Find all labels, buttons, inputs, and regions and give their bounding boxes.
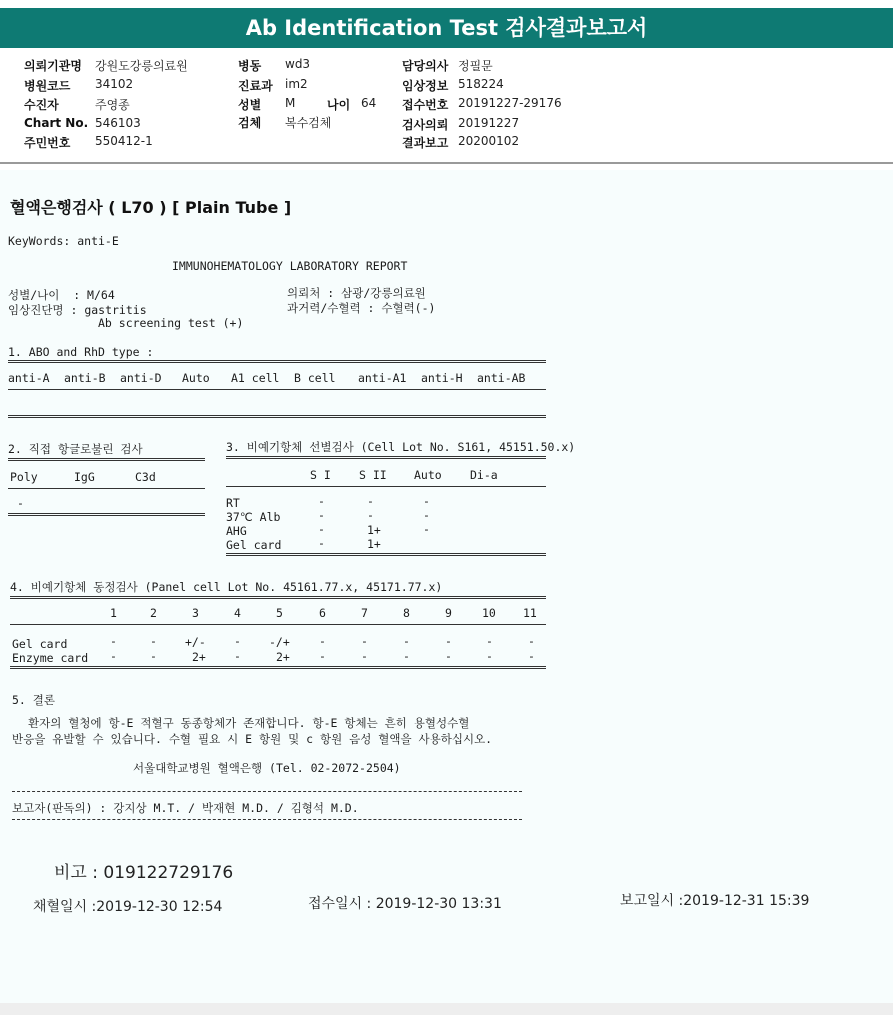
conclusion-line-1: 환자의 혈청에 항-E 적혈구 동종항체가 존재합니다. 항-E 항체는 흔히 용혈성수혈 <box>28 716 470 730</box>
chart-no-label: Chart No. <box>24 116 89 130</box>
panel-cell: - <box>110 634 117 648</box>
screen-cell: - <box>318 522 325 536</box>
institution-label: 의뢰기관명 <box>24 59 82 73</box>
sex-label: 성별 <box>238 98 262 112</box>
screen-cell: 1+ <box>367 537 381 551</box>
keywords: KeyWords: anti-E <box>8 234 119 248</box>
abo-header-8: anti-H <box>421 371 463 385</box>
screen-cell: - <box>367 508 374 522</box>
panel-header-8: 8 <box>403 606 410 620</box>
report-date-value: 20200102 <box>458 134 520 148</box>
age-value: 64 <box>361 96 377 110</box>
test-title: 혈액은행검사 ( L70 ) [ Plain Tube ] <box>10 198 292 217</box>
conclusion-line-2: 반응을 유발할 수 있습니다. 수혈 필요 시 E 항원 및 c 항원 음성 혈액을 사용하십시오. <box>12 732 493 746</box>
abo-header-9: anti-AB <box>477 371 526 385</box>
section4-rule-mid <box>10 624 546 625</box>
panel-cell: - <box>234 634 241 648</box>
transfusion-history: 과거력/수혈력 : 수혈력(-) <box>287 301 436 315</box>
screen-header-dia: Di-a <box>470 468 498 482</box>
panel-cell: - <box>234 649 241 663</box>
screen-row-label: RT <box>226 496 240 510</box>
signature-rule-top <box>12 791 522 792</box>
section3-rule-bottom <box>226 553 546 556</box>
section4-rule-bottom <box>10 666 546 669</box>
clinical-info-value: 518224 <box>458 77 504 91</box>
lab-report-title: IMMUNOHEMATOLOGY LABORATORY REPORT <box>172 259 408 273</box>
panel-header-11: 11 <box>523 606 537 620</box>
dat-value-poly: - <box>17 496 24 510</box>
signature-rule-bottom <box>12 819 522 820</box>
abo-header-2: anti-B <box>64 371 106 385</box>
panel-cell: +/- <box>185 635 206 649</box>
panel-cell: -/+ <box>269 635 290 649</box>
abo-header-6: B cell <box>294 371 336 385</box>
panel-cell: - <box>150 634 157 648</box>
screen-cell: - <box>318 536 325 550</box>
screen-header-s1: S I <box>310 468 331 482</box>
section4-rule-top <box>10 596 546 599</box>
section3-title: 3. 비예기항체 선별검사 (Cell Lot No. S161, 45151.50.x) <box>226 440 576 454</box>
department-value: im2 <box>285 77 308 91</box>
patient-info-header <box>0 50 893 164</box>
screen-cell: - <box>423 508 430 522</box>
chart-no-value: 546103 <box>95 116 141 130</box>
panel-cell: - <box>361 649 368 663</box>
age-label: 나이 <box>327 98 351 112</box>
section1-rule-mid <box>8 389 546 390</box>
blood-bank-contact: 서울대학교병원 혈액은행 (Tel. 02-2072-2504) <box>133 761 401 775</box>
section2-rule-mid <box>8 488 205 489</box>
screen-row-label: AHG <box>226 524 247 538</box>
abo-header-3: anti-D <box>120 371 162 385</box>
section2-rule-bottom <box>8 513 205 516</box>
abo-header-1: anti-A <box>8 371 50 385</box>
panel-cell: - <box>486 634 493 648</box>
recipient-value: 주영종 <box>95 98 130 112</box>
panel-row-label: Gel card <box>12 637 68 651</box>
sex-age: 성별/나이 : M/64 <box>8 288 115 302</box>
remark: 비고 : 019122729176 <box>54 863 234 883</box>
clinical-diagnosis: 임상진단명 : gastritis <box>8 303 147 317</box>
screen-cell: - <box>423 522 430 536</box>
panel-cell: - <box>110 649 117 663</box>
reporter-line: 보고자(판독의) : 강지상 M.T. / 박재현 M.D. / 김형석 M.D. <box>12 801 359 815</box>
abo-header-5: A1 cell <box>231 371 280 385</box>
panel-header-3: 3 <box>192 606 199 620</box>
request-label: 검사의뢰 <box>402 118 449 132</box>
doctor-label: 담당의사 <box>402 59 449 73</box>
section1-rule-top <box>8 360 546 363</box>
department-label: 진료과 <box>238 79 273 93</box>
panel-cell: - <box>486 649 493 663</box>
ward-label: 병동 <box>238 59 262 73</box>
panel-cell: - <box>319 634 326 648</box>
panel-header-7: 7 <box>361 606 368 620</box>
hospital-code-value: 34102 <box>95 77 134 91</box>
dat-header-igg: IgG <box>74 470 95 484</box>
institution-value: 강원도강릉의료원 <box>95 59 188 73</box>
panel-row-label: Enzyme card <box>12 651 89 665</box>
request-date-value: 20191227 <box>458 116 520 130</box>
panel-cell: - <box>403 634 410 648</box>
section1-rule-bottom <box>8 415 546 418</box>
specimen-value: 복수검체 <box>285 116 332 130</box>
doctor-value: 정필문 <box>458 59 493 73</box>
screen-cell: - <box>367 494 374 508</box>
dat-header-poly: Poly <box>10 470 38 484</box>
panel-header-6: 6 <box>319 606 326 620</box>
panel-cell: - <box>150 649 157 663</box>
receipt-no-label: 접수번호 <box>402 98 449 112</box>
resident-no-value: 550412-1 <box>95 134 153 148</box>
section3-rule-mid <box>226 486 546 487</box>
panel-header-5: 5 <box>276 606 283 620</box>
abo-header-7: anti-A1 <box>358 371 407 385</box>
abo-header-4: Auto <box>182 371 210 385</box>
panel-header-9: 9 <box>445 606 452 620</box>
screen-row-label: 37℃ Alb <box>226 510 281 524</box>
requester: 의뢰처 : 삼광/강릉의료원 <box>287 286 426 300</box>
panel-cell: - <box>361 634 368 648</box>
receipt-no-value: 20191227-29176 <box>458 96 562 110</box>
panel-cell: 2+ <box>192 650 206 664</box>
panel-header-4: 4 <box>234 606 241 620</box>
recipient-label: 수진자 <box>24 98 59 112</box>
specimen-label: 검체 <box>238 116 262 130</box>
section2-rule-top <box>8 458 205 461</box>
sex-value: M <box>285 96 296 110</box>
resident-no-label: 주민번호 <box>24 136 71 150</box>
screen-header-auto: Auto <box>414 468 442 482</box>
screen-row-label: Gel card <box>226 538 282 552</box>
hospital-code-label: 병원코드 <box>24 79 71 93</box>
section2-title: 2. 직접 항글로불린 검사 <box>8 442 143 456</box>
report-banner-title: Ab Identification Test 검사결과보고서 <box>0 8 893 48</box>
panel-cell: 2+ <box>276 650 290 664</box>
received-datetime: 접수일시 : 2019-12-30 13:31 <box>308 896 502 912</box>
section4-title: 4. 비예기항체 동정검사 (Panel cell Lot No. 45161.77.x, 45171.77.x) <box>10 580 443 594</box>
screen-cell: - <box>318 494 325 508</box>
screen-header-s2: S II <box>359 468 387 482</box>
screen-cell: - <box>423 494 430 508</box>
screen-cell: - <box>318 508 325 522</box>
bottom-strip <box>0 1003 893 1015</box>
collected-datetime: 채혈일시 :2019-12-30 12:54 <box>33 899 223 915</box>
clinical-info-label: 임상정보 <box>402 79 449 93</box>
panel-cell: - <box>445 649 452 663</box>
screen-cell: 1+ <box>367 523 381 537</box>
panel-header-1: 1 <box>110 606 117 620</box>
dat-header-c3d: C3d <box>135 470 156 484</box>
clinical-diagnosis-2: Ab screening test (+) <box>98 316 244 330</box>
ward-value: wd3 <box>285 57 311 71</box>
section3-rule-top <box>226 456 546 459</box>
panel-cell: - <box>445 634 452 648</box>
panel-cell: - <box>528 649 535 663</box>
panel-header-10: 10 <box>482 606 496 620</box>
reported-datetime: 보고일시 :2019-12-31 15:39 <box>620 893 810 909</box>
report-label: 결과보고 <box>402 136 449 150</box>
panel-header-2: 2 <box>150 606 157 620</box>
section1-title: 1. ABO and RhD type : <box>8 345 154 359</box>
panel-cell: - <box>319 649 326 663</box>
section5-title: 5. 결론 <box>12 693 55 707</box>
panel-cell: - <box>528 634 535 648</box>
panel-cell: - <box>403 649 410 663</box>
